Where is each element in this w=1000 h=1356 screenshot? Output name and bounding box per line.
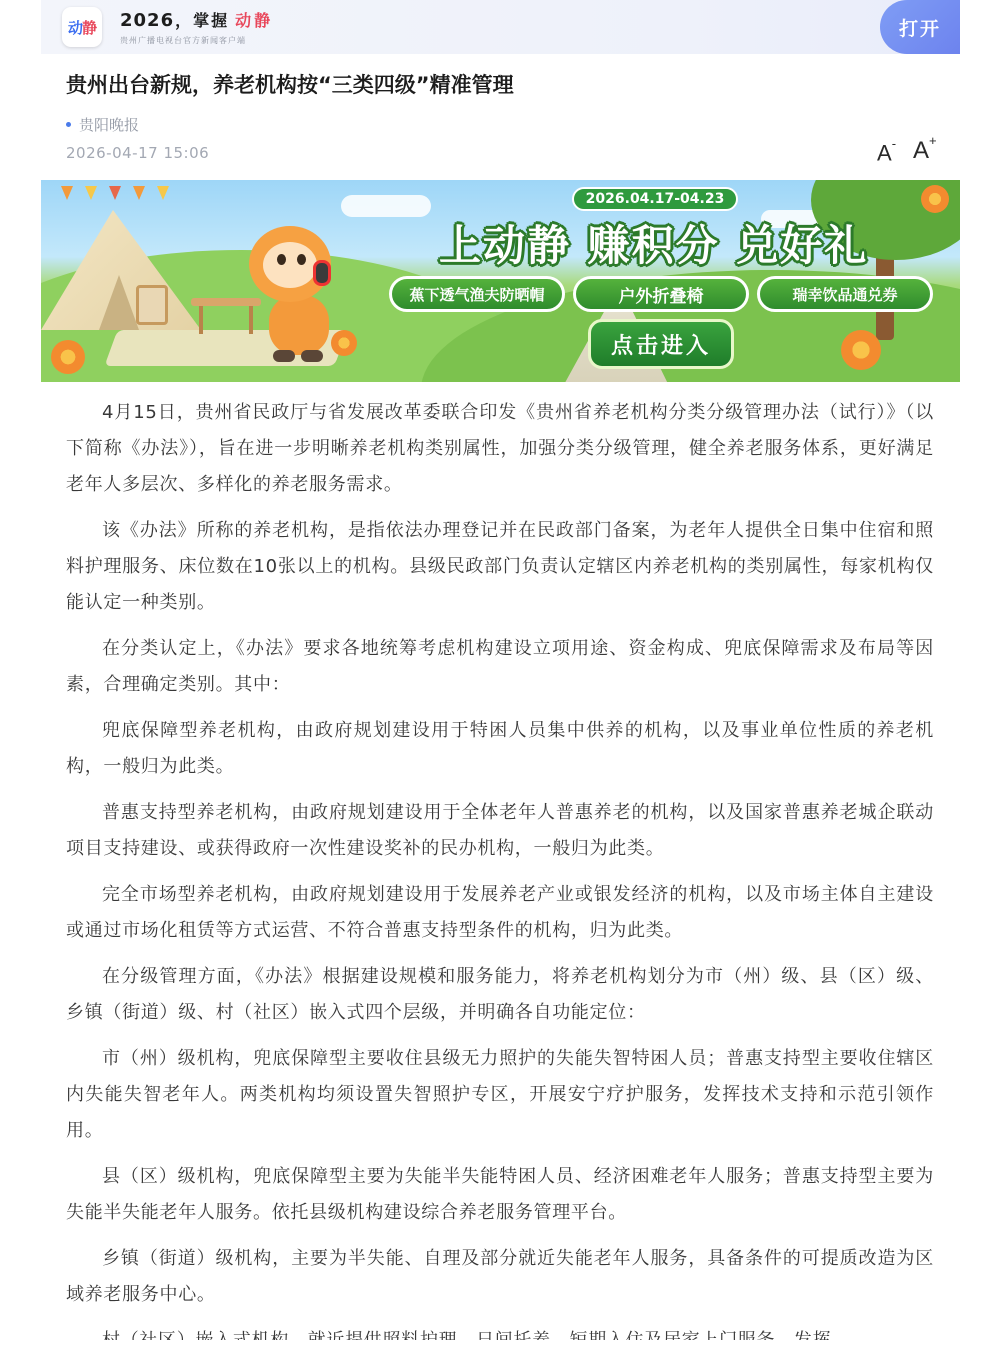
article-paragraph: 市（州）级机构，兜底保障型主要收住县级无力照护的失能失智特困人员；普惠支持型主要收住辖区内失能失智老年人。两类机构均须设置失智照护专区，开展安宁疗护服务，发挥技术支持和示范引领作用。 <box>66 1048 934 1141</box>
publish-time: 2026-04-17 15:06 <box>66 144 210 162</box>
article-paragraph: 完全市场型养老机构，由政府规划建设用于发展养老产业或银发经济的机构，以及市场主体自主建设或通过市场化租赁等方式运营、不符合普惠支持型条件的机构，归为此类。 <box>66 884 934 941</box>
article-body <box>66 395 934 1356</box>
slogan-year: 2026 <box>120 10 175 31</box>
promo-date-range: 2026.04.17-04.23 <box>572 187 738 211</box>
logo-char-1: 动 <box>67 18 82 37</box>
source-dot-icon <box>66 122 71 127</box>
slogan-brand: 动静 <box>235 11 274 30</box>
bunting-flag-icon <box>85 186 97 200</box>
font-decrease-button[interactable] <box>877 136 897 166</box>
cloud-shape <box>341 195 431 217</box>
article-paragraph: 在分级管理方面，《办法》根据建设规模和服务能力，将养老机构划分为市（州）级、县（区）级、乡镇（街道）级、村（社区）嵌入式四个层级，并明确各自功能定位： <box>66 966 934 1023</box>
font-increase-button[interactable] <box>913 133 937 165</box>
article-paragraph: 该《办法》所称的养老机构，是指依法办理登记并在民政部门备案，为老年人提供全日集中住宿和照料护理服务、床位数在10张以上的机构。县级民政部门负责认定辖区内养老机构的类别属性，每家机构仅能认定一种类别。 <box>66 520 934 613</box>
mascot-foot <box>301 350 323 362</box>
font-decrease-letter: A <box>877 140 892 166</box>
bunting-flag-icon <box>157 186 169 200</box>
mascot-eye <box>297 254 306 265</box>
font-decrease-mark: - <box>891 136 897 151</box>
font-increase-letter: A <box>913 137 930 164</box>
app-logo <box>62 7 102 47</box>
mascot-foot <box>273 350 295 362</box>
font-increase-mark: + <box>929 133 937 148</box>
prize-folding-chair[interactable]: 户外折叠椅 <box>573 276 749 312</box>
flower-icon <box>841 330 881 370</box>
article-paragraph: 乡镇（街道）级机构，主要为半失能、自理及部分就近失能老年人服务，具备条件的可提质改造为区域养老服务中心。 <box>66 1248 934 1305</box>
promo-headline: 上动静 赚积分 兑好礼 <box>439 221 869 270</box>
flower-icon <box>331 330 357 356</box>
slogan-verb: 掌握 <box>193 11 230 30</box>
camp-chair-icon <box>136 285 168 325</box>
camp-table-icon <box>191 298 261 306</box>
bunting-flag-icon <box>109 186 121 200</box>
viewport-bottom-edge <box>0 1340 1000 1356</box>
article-paragraph: 兜底保障型养老机构，由政府规划建设用于特困人员集中供养的机构，以及事业单位性质的养老机构，一般归为此类。 <box>66 720 934 777</box>
slogan-comma: ， <box>175 11 192 30</box>
article-paragraph: 4月15日，贵州省民政厅与省发展改革委联合印发《贵州省养老机构分类分级管理办法（试行）》（以下简称《办法》），旨在进一步明晰养老机构类别属性，加强分类分级管理，健全养老服务体系，更好满足老年人多层次、多样化的养老服务需求。 <box>66 402 934 495</box>
headphone-icon <box>313 260 331 286</box>
table-leg <box>199 306 203 334</box>
article-paragraph: 普惠支持型养老机构，由政府规划建设用于全体老年人普惠养老的机构，以及国家普惠养老城企联动项目支持建设、或获得政府一次性建设奖补的民办机构，一般归为此类。 <box>66 802 934 859</box>
promo-enter-button[interactable]: 点击进入 <box>588 319 734 369</box>
bunting-flag-icon <box>133 186 145 200</box>
source-name: 贵阳晚报 <box>79 116 140 134</box>
app-subtitle: 贵州广播电视台官方新闻客户端 <box>120 36 246 45</box>
mascot-eye <box>277 254 286 265</box>
mascot-body <box>269 295 329 355</box>
mascot-face <box>263 242 317 288</box>
logo-char-2: 静 <box>82 18 97 37</box>
app-brand <box>120 8 273 46</box>
table-leg <box>249 306 253 334</box>
prize-sun-hat[interactable]: 蕉下透气渔夫防晒帽 <box>389 276 565 312</box>
article-paragraph: 县（区）级机构，兜底保障型主要为失能半失能特困人员、经济困难老年人服务；普惠支持型主要为失能半失能老年人服务。依托县级机构建设综合养老服务管理平台。 <box>66 1166 934 1223</box>
bunting-flag-icon <box>61 186 73 200</box>
article-paragraph: 在分类认定上，《办法》要求各地统筹考虑机构建设立项用途、资金构成、兜底保障需求及布局等因素，合理确定类别。其中： <box>66 638 934 695</box>
flower-icon <box>921 185 949 213</box>
flower-icon <box>51 340 85 374</box>
open-app-button[interactable]: 打开 <box>880 0 960 54</box>
app-download-bar[interactable] <box>41 0 960 54</box>
promo-banner[interactable] <box>41 180 960 382</box>
article-source[interactable] <box>66 114 139 135</box>
article-title: 贵州出台新规，养老机构按“三类四级”精准管理 <box>66 73 514 97</box>
prize-drink-voucher[interactable]: 瑞幸饮品通兑券 <box>757 276 933 312</box>
